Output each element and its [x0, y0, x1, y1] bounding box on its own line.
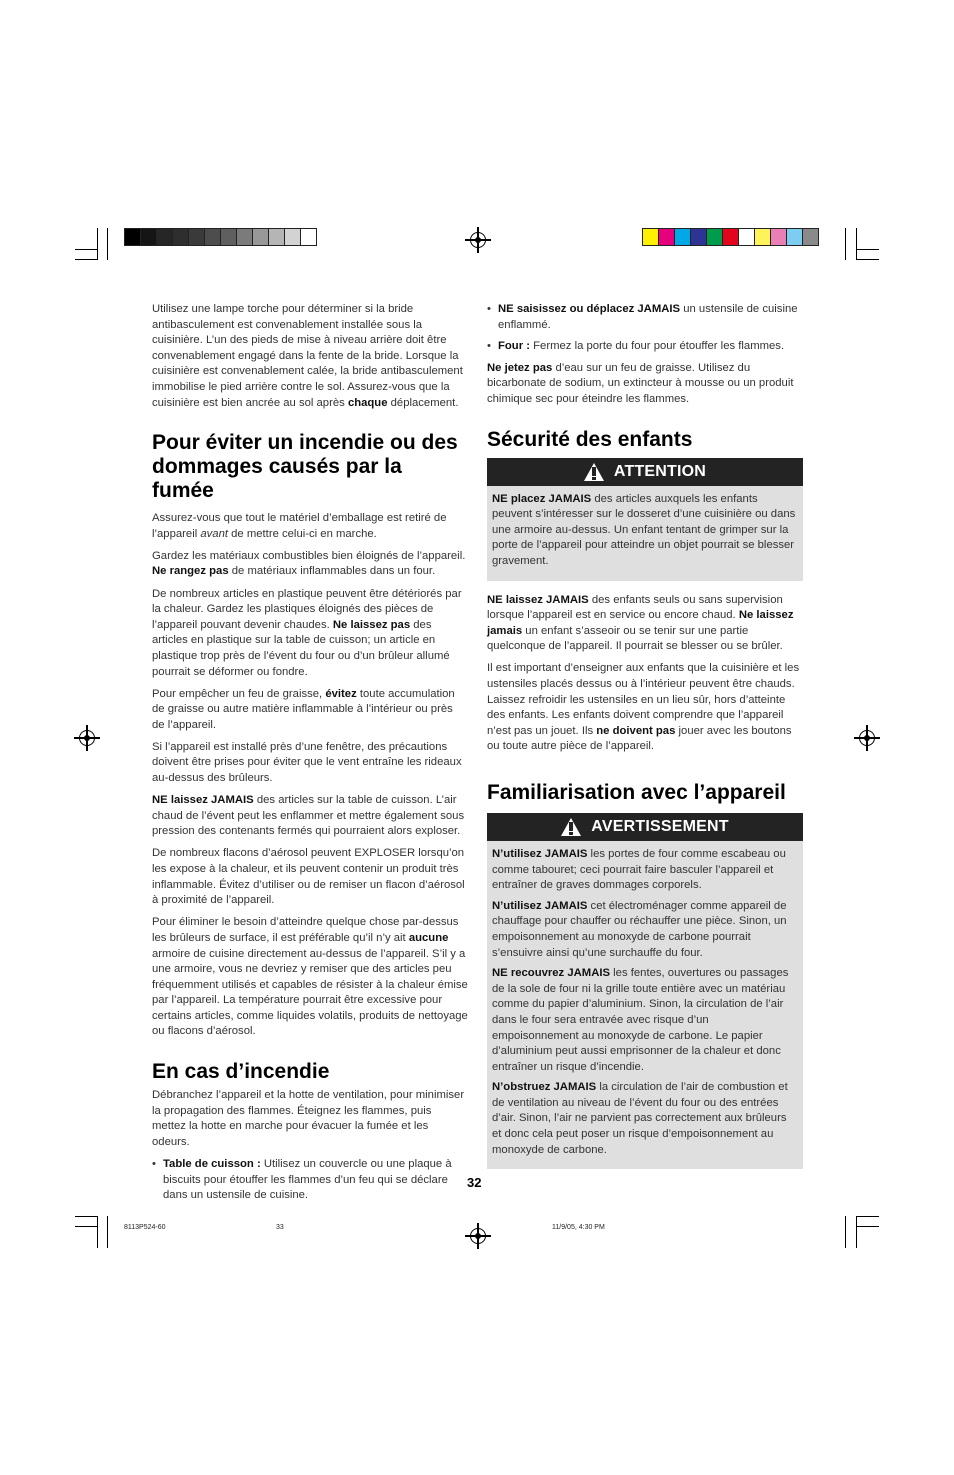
color-swatch	[285, 229, 301, 245]
paragraph: N’utilisez JAMAIS les portes de four comme escabeau ou comme tabouret; ceci pourrait faire basculer l’appareil et entraîner de graves dommages corporels.	[492, 847, 786, 892]
registration-mark-icon	[470, 1228, 486, 1244]
fire-response-heading: En cas d’incendie	[152, 1060, 330, 1084]
color-swatch	[253, 229, 269, 245]
crop-mark	[75, 1226, 97, 1227]
italic-text: avant	[200, 527, 228, 540]
color-swatch	[221, 229, 237, 245]
footer-timestamp: 11/9/05, 4:30 PM	[552, 1224, 605, 1231]
paragraph: NE placez JAMAIS des articles auxquels les enfants peuvent s’intéresser sur le dosseret d’une cuisinière ou dans une armoire au-dessus. Un enfant tentant de grimper sur la porte de l’appareil pour atteindre un objet pourrait se blesser gravement.	[492, 492, 796, 567]
warning-body	[487, 841, 803, 1169]
color-swatch	[301, 229, 316, 245]
warning-triangle-icon	[584, 463, 604, 481]
paragraph: N’utilisez JAMAIS cet électroménager comme appareil de chauffage pour chauffer ou réchauffer une pièce. Sinon, un empoisonnement au monoxyde de carbone pourrait s’ensuivre ainsi qu’une surchauffe du four.	[492, 899, 787, 959]
emphasis-text: Table de cuisson :	[163, 1157, 261, 1170]
warning-box	[487, 813, 803, 1169]
emphasis-text: Four :	[498, 340, 530, 353]
color-swatch	[707, 229, 723, 245]
crop-mark	[97, 228, 98, 260]
paragraph: NE laissez JAMAIS des articles sur la table de cuisson. L’air chaud de l’évent peut les enflammer et mettre également sous pression des contenants fermés qui pourraient alors exploser.	[152, 794, 465, 838]
warning-header	[487, 813, 803, 841]
crop-mark	[107, 1216, 108, 1248]
paragraph: De nombreux flacons d’aérosol peuvent EXPLOSER lorsqu’on les expose à la chaleur, et ils peuvent contenir un produit très inflammable. Évitez d’utiliser ou de remiser un flacon d’aérosol à proximité de l’appareil.	[152, 847, 465, 907]
emphasis-text: NE placez JAMAIS	[492, 492, 592, 505]
footer-sheet-number: 33	[276, 1224, 284, 1231]
warning-triangle-icon	[561, 818, 581, 836]
crop-mark	[857, 249, 879, 250]
color-swatch	[787, 229, 803, 245]
intro-paragraph: Utilisez une lampe torche pour déterminer si la bride antibasculement est convenablement installée sous la cuisinière. L’un des pieds de mise à niveau arrière doit être convenablement engagé dans la fente de la bride. Lorsque la cuisinière est convenablement calée, la bride antibasculement immobilise le pied arrière contre le sol. Assurez-vous que la cuisinière est bien ancrée au sol après chaque déplacement.	[152, 303, 463, 409]
color-swatch	[675, 229, 691, 245]
emphasis-text: Ne laissez jamais	[487, 609, 794, 637]
child-safety-body	[487, 593, 803, 755]
crop-mark	[107, 228, 108, 260]
emphasis-text: Ne laissez pas	[332, 618, 411, 631]
footer-job-code: 8113P524-60	[124, 1224, 166, 1231]
color-swatch	[755, 229, 771, 245]
paragraph: N’obstruez JAMAIS la circulation de l’air de combustion et de ventilation au niveau de l’évent du four ou des entrées d’air. Sinon, l’air ne parvient pas correctement aux brûleurs et donc cela peut poser un risque d’empoisonnement au monoxyde de carbone.	[492, 1081, 788, 1156]
crop-mark	[97, 1216, 98, 1248]
grayscale-calibration-bar	[124, 228, 317, 246]
list-item: • NE saisissez ou déplacez JAMAIS un ustensile de cuisine enflammé.	[487, 302, 803, 333]
color-swatch	[157, 229, 173, 245]
attention-box	[487, 458, 803, 581]
child-safety-heading: Sécurité des enfants	[487, 427, 693, 451]
color-calibration-bar	[642, 228, 819, 246]
registration-mark-icon	[859, 730, 875, 746]
emphasis-text: NE recouvrez JAMAIS	[492, 967, 611, 980]
emphasis-text: aucune	[408, 931, 449, 944]
attention-header	[487, 458, 803, 486]
crop-mark	[845, 228, 846, 260]
crop-mark	[857, 1216, 879, 1217]
grease-fire-paragraph: Ne jetez pas d’eau sur un feu de graisse. Utilisez du bicarbonate de sodium, un extincteur à mousse ou un produit chimique sec pour éteindre les flammes.	[487, 361, 794, 405]
paragraph: Gardez les matériaux combustibles bien éloignés de l’appareil. Ne rangez pas de matériaux inflammables dans un four.	[152, 549, 466, 578]
color-swatch	[659, 229, 675, 245]
emphasis-text: chaque	[347, 396, 388, 409]
list-item: • Table de cuisson : Utilisez un couvercle ou une plaque à biscuits pour étouffer les flammes d’un feu qui se déclare dans un ustensile de cuisine.	[152, 1157, 468, 1204]
color-swatch	[739, 229, 755, 245]
emphasis-text: N’utilisez JAMAIS	[492, 847, 588, 860]
emphasis-text: Ne jetez pas	[487, 361, 553, 374]
paragraph: NE recouvrez JAMAIS les fentes, ouvertures ou passages de la sole de four ni la grille toute entière avec un matériau comme du papier d’aluminium. Sinon, la circulation de l’air dans le four sera entravée avec risque d’un empoisonnement au monoxyde de carbone. Le papier d’aluminium peut aussi emprisonner de la chaleur et donc entraîner un risque d’incendie.	[492, 967, 789, 1073]
color-swatch	[643, 229, 659, 245]
emphasis-text: N’utilisez JAMAIS	[492, 899, 588, 912]
color-swatch	[141, 229, 157, 245]
right-column	[487, 302, 803, 1169]
color-swatch	[691, 229, 707, 245]
paragraph: Assurez-vous que tout le matériel d’emballage est retiré de l’appareil avant de mettre celui-ci en marche.	[152, 512, 447, 540]
emphasis-text: NE laissez JAMAIS	[487, 593, 589, 606]
attention-body	[487, 486, 803, 581]
warning-label: AVERTISSEMENT	[591, 818, 729, 836]
fire-response-paragraph: Débranchez l’appareil et la hotte de ventilation, pour minimiser la propagation des flammes. Éteignez les flammes, puis mettez la hotte en marche pour évacuer la fumée et les odeurs.	[152, 1089, 465, 1148]
crop-mark	[856, 228, 857, 260]
crop-mark	[857, 259, 879, 260]
emphasis-text: NE saisissez ou déplacez JAMAIS	[498, 303, 681, 315]
crop-mark	[75, 249, 97, 250]
crop-mark	[856, 1216, 857, 1248]
paragraph: Pour empêcher un feu de graisse, évitez toute accumulation de graisse ou autre matière inflammable à l’intérieur ou près de l’appareil.	[152, 687, 455, 731]
color-swatch	[803, 229, 818, 245]
crop-mark	[75, 1216, 97, 1217]
color-swatch	[125, 229, 141, 245]
fire-response-list-continued	[487, 302, 803, 355]
crop-mark	[75, 259, 97, 260]
page-number: 32	[467, 1175, 482, 1190]
color-swatch	[189, 229, 205, 245]
emphasis-text: évitez	[325, 687, 357, 700]
color-swatch	[237, 229, 253, 245]
attention-label: ATTENTION	[613, 462, 707, 480]
color-swatch	[173, 229, 189, 245]
emphasis-text: Ne rangez pas	[152, 565, 229, 578]
emphasis-text: ne doivent pas	[596, 724, 676, 737]
color-swatch	[269, 229, 285, 245]
fire-prevention-heading: Pour éviter un incendie ou des dommages causés par la fumée	[152, 431, 458, 503]
paragraph: Il est important d’enseigner aux enfants que la cuisinière et les ustensiles placés dessus ou à l’intérieur peuvent être chauds. Laissez refroidir les ustensiles en un lieu sûr, hors d’atteinte des enfants. Les enfants doivent comprendre que l’appareil n’est pas un jouet. Ils ne doivent pas jouer avec les boutons ou toute autre pièce de l’appareil.	[487, 662, 800, 753]
emphasis-text: N’obstruez JAMAIS	[492, 1081, 597, 1094]
emphasis-text: NE laissez JAMAIS	[152, 794, 254, 807]
crop-mark	[845, 1216, 846, 1248]
crop-mark	[857, 1226, 879, 1227]
registration-mark-icon	[470, 232, 486, 248]
paragraph: Pour éliminer le besoin d’atteindre quelque chose par-dessus les brûleurs de surface, il est préférable qu’il n’y ait aucune armoire de cuisine directement au-dessus de l’appareil. S’il y a une armoire, vous ne devriez y remiser que des articles peu fréquemment utilisés et capables de résister à la chaleur émise par l’appareil. La température pourrait être excessive pour certains articles, comme liquides volatils, produits de nettoyage ou flacons d’aérosol.	[152, 916, 468, 1038]
list-item: • Four : Fermez la porte du four pour étouffer les flammes.	[487, 339, 803, 355]
left-column	[152, 302, 468, 1210]
color-swatch	[205, 229, 221, 245]
fire-response-list	[152, 1157, 468, 1204]
paragraph: Si l’appareil est installé près d’une fenêtre, des précautions doivent être prises pour éviter que le vent entraîne les rideaux au-dessus des brûleurs.	[152, 740, 462, 785]
paragraph: De nombreux articles en plastique peuvent être détériorés par la chaleur. Gardez les plastiques éloignés des pièces de l’appareil pouvant devenir chaudes. Ne laissez pas des articles en plastique sur la table de cuisson; un article en plastique trop près de l’évent du four ou d’un brûleur allumé pourrait se déformer ou fondre.	[152, 587, 462, 678]
familiarization-heading: Familiarisation avec l’appareil	[487, 780, 786, 804]
color-swatch	[771, 229, 787, 245]
paragraph: NE laissez JAMAIS des enfants seuls ou sans supervision lorsque l’appareil est en service ou encore chaud. Ne laissez jamais un enfant s’asseoir ou se tenir sur une partie quelconque de l’appareil. Il pourrait se blesser ou se brûler.	[487, 593, 794, 653]
registration-mark-icon	[79, 730, 95, 746]
color-swatch	[723, 229, 739, 245]
fire-prevention-body	[152, 511, 468, 1040]
